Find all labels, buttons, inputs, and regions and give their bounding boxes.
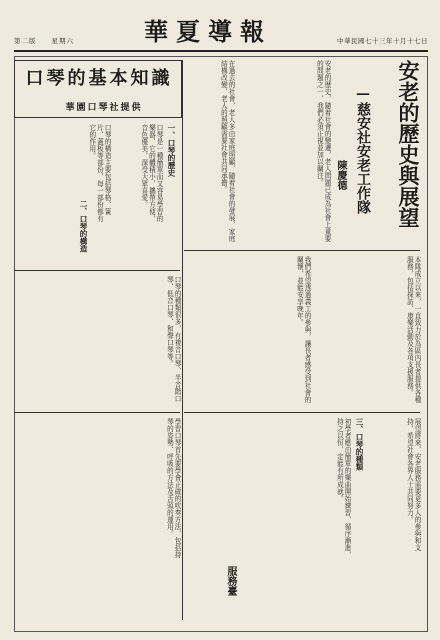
article-elder-text-col-4: 我們希望透過義工的參與，讓長者感受到社會的關懷，並能安享晚年。 [295,256,311,403]
article-harmonica-text-col-4: 學習口琴首先要學會正確的吹奏方法，包括持琴的姿勢、呼吸的方法及舌頭的運用。 [165,418,181,558]
masthead [14,10,428,52]
article-elder-title: 安老的歷史與展望 [396,60,421,228]
article-harmonica-byline: 華園口琴社提供 [65,103,143,113]
article-harmonica-text-col-2: 口琴的構造主要包括琴格、簧片、蓋板等部份，每一部份都有它的作用。 [87,124,111,222]
newspaper-page [14,10,428,632]
article-harmonica-text-col-5: 初學者應由簡單的樂曲開始練習，循序漸進，持之以恒，定能有所成就。 [335,418,351,558]
masthead-title: 華夏導報 [144,17,272,46]
issue-date: 中華民國七十三年十月十七日 [337,37,428,45]
article-elder-text-col-3: 本隊成立以來，一直致力於為區內長者提供各種服務，包括探訪、康樂活動及各項支援服務。 [405,256,421,403]
section-heading-history: 一、口琴的歷史 [167,124,176,177]
divider [14,412,180,413]
divider [14,270,180,271]
section-heading-types: 三、口琴的種類 [355,418,364,471]
divider [184,412,420,413]
article-elder-subtitle: —慈安社安老工作隊 [355,86,371,214]
article-elder-text-col-5: 展望將來，安老服務需要更多人的參與和支持，希望社會各界人士共同努力。 [405,418,421,551]
divider [184,250,420,251]
column-divider [182,60,183,620]
article-elder-text-col-1: 安老的歷史，隨着社會的變遷，老人問題已成為社會上重要的問題之一，我們必須正視並加以關注。 [315,60,331,242]
article-elder-text-col-2: 在過去的社會，老人多由家庭照顧，隨着社會的發展，家庭結構改變，老人的照顧需要社會共同承擔。 [219,60,235,242]
service-corner-label: 服務臺 [225,566,236,596]
article-harmonica-text-col-1: 口琴是一種簡單而又容易學習的樂器，它的體積小，攜帶方便，音色優美，深受大眾喜愛。 [139,124,163,222]
article-harmonica-title: 口琴的基本知識 [25,68,173,89]
issue-info: 第二版 星期六 [14,37,74,45]
article-harmonica-text-col-3: 口琴的種類很多，有複音口琴、半音階口琴、低音口琴、和聲口琴等。 [165,276,181,402]
section-heading-structure: 二、口琴的構造 [79,200,88,253]
article-elder-author: 陳慶德 [335,160,346,190]
